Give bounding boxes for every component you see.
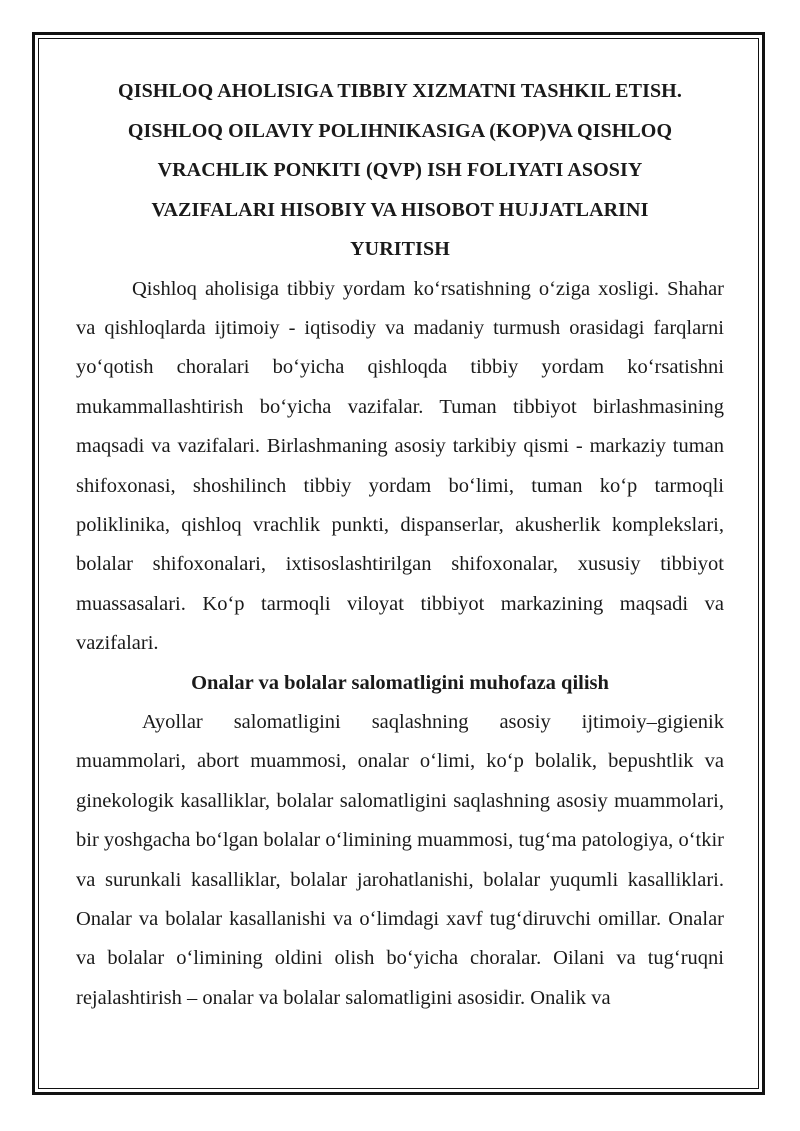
document-body xyxy=(76,72,724,1018)
paragraph-maternal-child-health: Ayollar salomatligini saqlashning asosiy ijtimoiy–gigienik muammolari, abort muammosi, onalar o‘limi, ko‘p bolalik, bepushtlik va ginekologik kasalliklar, bolalar salomatligini saqlashning asosiy muammolari, bir yoshgacha bo‘lgan bolalar o‘limining muammosi, tug‘ma patologiya, o‘tkir va surunkali kasalliklar, bolalar jarohatlanishi, bolalar yuqumli kasalliklari. Onalar va bolalar kasallanishi va o‘limdagi xavf tug‘diruvchi omillar. Onalar va bolalar o‘limining oldini olish bo‘yicha choralar. Oilani va tug‘ruqni rejalashtirish – onalar va bolalar salomatligini asosidir. Onalik va xyxy=(76,710,724,1009)
paragraph-rural-healthcare: Qishloq aholisiga tibbiy yordam ko‘rsatishning o‘ziga xosligi. Shahar va qishloqlarda ijtimoiy - iqtisodiy va madaniy turmush orasidagi farqlarni yo‘qotish choralari bo‘yicha qishloqda tibbiy yordam ko‘rsatishni mukammallashtirish bo‘yicha vazifalar. Tuman tibbiyot birlashmasining maqsadi va vazifalari. Birlashmaning asosiy tarkibiy qismi - markaziy tuman shifoxonasi, shoshilinch tibbiy yordam bo‘limi, tuman ko‘p tarmoqli poliklinika, qishloq vrachlik punkti, dispanserlar, akusherlik komplekslari, bolalar shifoxonalari, ixtisoslashtirilgan shifoxonalar, xususiy tibbiyot muassasalari. Ko‘p tarmoqli viloyat tibbiyot markazining maqsadi va vazifalari. xyxy=(76,277,724,655)
title-line-1: QISHLOQ AHOLISIGA TIBBIY XIZMATNI TASHKIL ETISH. xyxy=(118,80,682,102)
title-line-3: VRACHLIK PONKITI (QVP) ISH FOLIYATI ASOSIY xyxy=(157,159,643,181)
document-title xyxy=(76,72,724,270)
title-line-2: QISHLOQ OILAVIY POLIHNIKASIGA (KOP)VA QISHLOQ xyxy=(127,119,673,142)
section-heading-maternal-child-health: Onalar va bolalar salomatligini muhofaza qilish xyxy=(191,671,609,694)
title-line-4: VAZIFALARI HISOBIY VA HISOBOT HUJJATLARINI xyxy=(151,198,649,221)
title-line-5: YURITISH xyxy=(350,238,450,260)
